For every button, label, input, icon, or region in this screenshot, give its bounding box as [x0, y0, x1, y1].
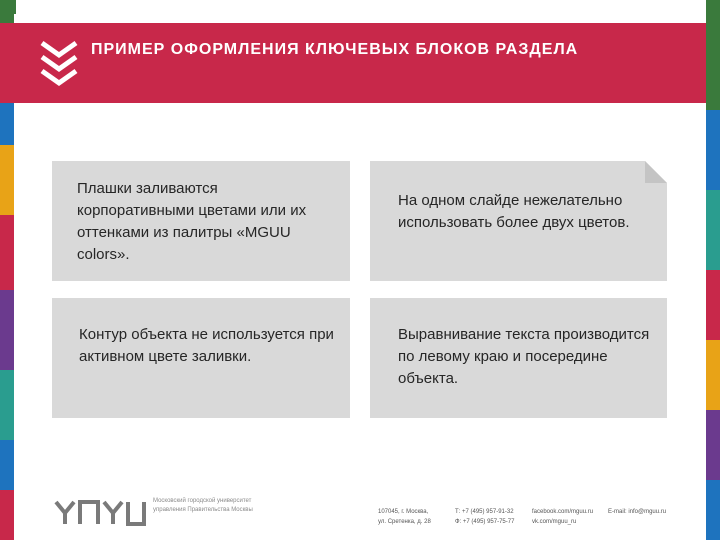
footer-address — [378, 507, 431, 527]
key-block-text: Плашки заливаются корпоративными цветами или их оттенками из палитры «MGUU colors». — [77, 180, 307, 263]
slide-footer — [0, 490, 720, 540]
key-block-text: Контур объекта не используется при активном цвете заливки. — [79, 326, 334, 365]
folded-corner-icon — [645, 161, 667, 183]
address-line: ул. Сретенка, д. 28 — [378, 519, 431, 525]
chevron-down-icon — [38, 39, 80, 91]
footer-phones — [455, 507, 514, 527]
key-block-4 — [370, 298, 667, 418]
key-block-3 — [52, 298, 350, 418]
fax-line: Ф: +7 (495) 957-75-77 — [455, 519, 515, 525]
key-block-text: Выравнивание текста производится по левому краю и посередине объекта. — [398, 326, 650, 387]
email-link[interactable]: E-mail: info@mguu.ru — [608, 509, 667, 515]
slide-title: ПРИМЕР ОФОРМЛЕНИЯ КЛЮЧЕВЫХ БЛОКОВ РАЗДЕЛА — [91, 41, 579, 58]
university-logo-icon — [54, 500, 146, 526]
slide-header — [0, 23, 706, 103]
address-line: 107045, г. Москва, — [378, 509, 429, 515]
right-color-stripe — [706, 0, 720, 540]
vk-link[interactable]: vk.com/mguu_ru — [532, 519, 577, 525]
university-name: Московский городской университет управления Правительства Москвы — [153, 498, 253, 513]
phone-line: Т: +7 (495) 957-91-32 — [455, 509, 514, 515]
key-block-2 — [370, 161, 667, 281]
key-block-text: На одном слайде нежелательно использовать более двух цветов. — [398, 192, 630, 231]
corner-tab — [0, 0, 16, 14]
facebook-link[interactable]: facebook.com/mguu.ru — [532, 509, 594, 515]
key-block-1 — [52, 161, 350, 281]
footer-social — [532, 507, 593, 527]
footer-email — [608, 507, 666, 517]
